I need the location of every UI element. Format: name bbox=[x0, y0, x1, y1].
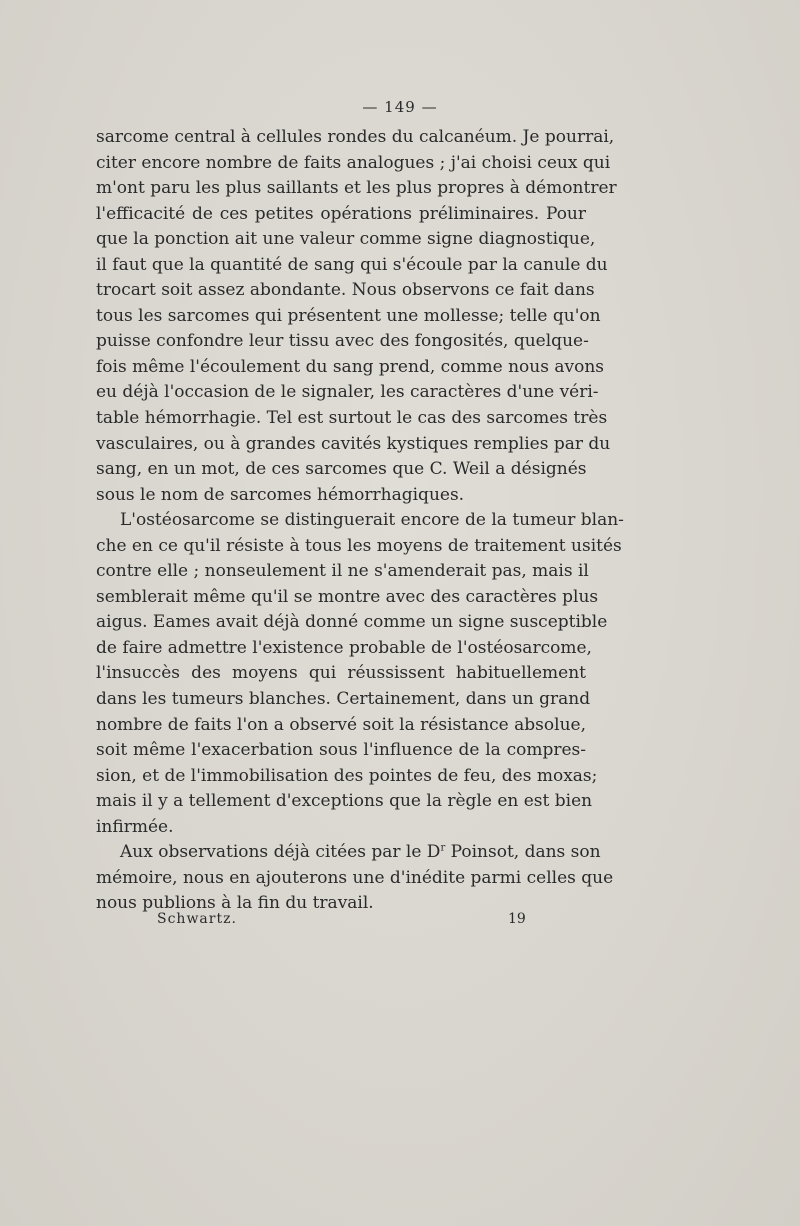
text-fragment: Aux observations déjà citées par le D bbox=[120, 842, 441, 863]
text-line: l'insuccès des moyens qui réussissent habituellement bbox=[96, 663, 586, 684]
text-line: tous les sarcomes qui présentent une mollesse; telle qu'on bbox=[96, 305, 601, 326]
text-line: de faire admettre l'existence probable de l'ostéosarcome, bbox=[96, 637, 592, 658]
text-line: che en ce qu'il résiste à tous les moyens de traitement usités bbox=[96, 535, 622, 556]
text-line: L'ostéosarcome se distinguerait encore de la tumeur blan- bbox=[120, 510, 624, 531]
text-line: mais il y a tellement d'exceptions que la règle en est bien bbox=[96, 791, 593, 812]
text-line: eu déjà l'occasion de le signaler, les caractères d'une véri- bbox=[96, 382, 599, 403]
text-fragment: Poinsot, dans son bbox=[445, 842, 601, 863]
text-line: dans les tumeurs blanches. Certainement, dans un grand bbox=[96, 689, 591, 710]
text-line: aigus. Eames avait déjà donné comme un signe susceptible bbox=[96, 612, 608, 633]
text-line: puisse confondre leur tissu avec des fongosités, quelque- bbox=[96, 331, 589, 352]
text-line: sous le nom de sarcomes hémorrhagiques. bbox=[96, 484, 465, 505]
text-line: mémoire, nous en ajouterons une d'inédite parmi celles que bbox=[96, 867, 614, 888]
sheet-number: 19 bbox=[508, 911, 526, 927]
text-line: soit même l'exacerbation sous l'influence de la compres- bbox=[96, 740, 586, 761]
text-line: il faut que la quantité de sang qui s'écoule par la canule du bbox=[96, 254, 608, 275]
signature-mark: Schwartz. bbox=[157, 911, 237, 927]
text-line: citer encore nombre de faits analogues ; j'ai choisi ceux qui bbox=[96, 152, 611, 173]
text-line: sang, en un mot, de ces sarcomes que C. Weil a désignés bbox=[96, 459, 587, 480]
text-line: m'ont paru les plus saillants et les plus propres à démontrer bbox=[96, 178, 617, 199]
superscript: r bbox=[440, 842, 446, 854]
text-line: trocart soit assez abondante. Nous observons ce fait dans bbox=[96, 280, 595, 301]
text-line: contre elle ; nonseulement il ne s'amenderait pas, mais il bbox=[96, 561, 589, 582]
text-line: que la ponction ait une valeur comme signe diagnostique, bbox=[96, 229, 596, 250]
text-line: table hémorrhagie. Tel est surtout le cas des sarcomes très bbox=[96, 408, 608, 429]
text-line: vasculaires, ou à grandes cavités kystiques remplies par du bbox=[96, 433, 611, 454]
text-line bbox=[96, 840, 601, 866]
text-line: infirmée. bbox=[96, 816, 174, 837]
text-line: sion, et de l'immobilisation des pointes de feu, des moxas; bbox=[96, 765, 598, 786]
text-line: l'efficacité de ces petites opérations préliminaires. Pour bbox=[96, 203, 586, 224]
page-number-header: — 149 — bbox=[362, 98, 438, 116]
text-line: nombre de faits l'on a observé soit la résistance absolue, bbox=[96, 714, 586, 735]
body-text bbox=[96, 125, 624, 917]
text-line: nous publions à la fin du travail. bbox=[96, 893, 374, 914]
text-line: sarcome central à cellules rondes du calcanéum. Je pourrai, bbox=[96, 127, 615, 147]
text-line: fois même l'écoulement du sang prend, comme nous avons bbox=[96, 356, 604, 377]
text-line: semblerait même qu'il se montre avec des caractères plus bbox=[96, 586, 599, 607]
